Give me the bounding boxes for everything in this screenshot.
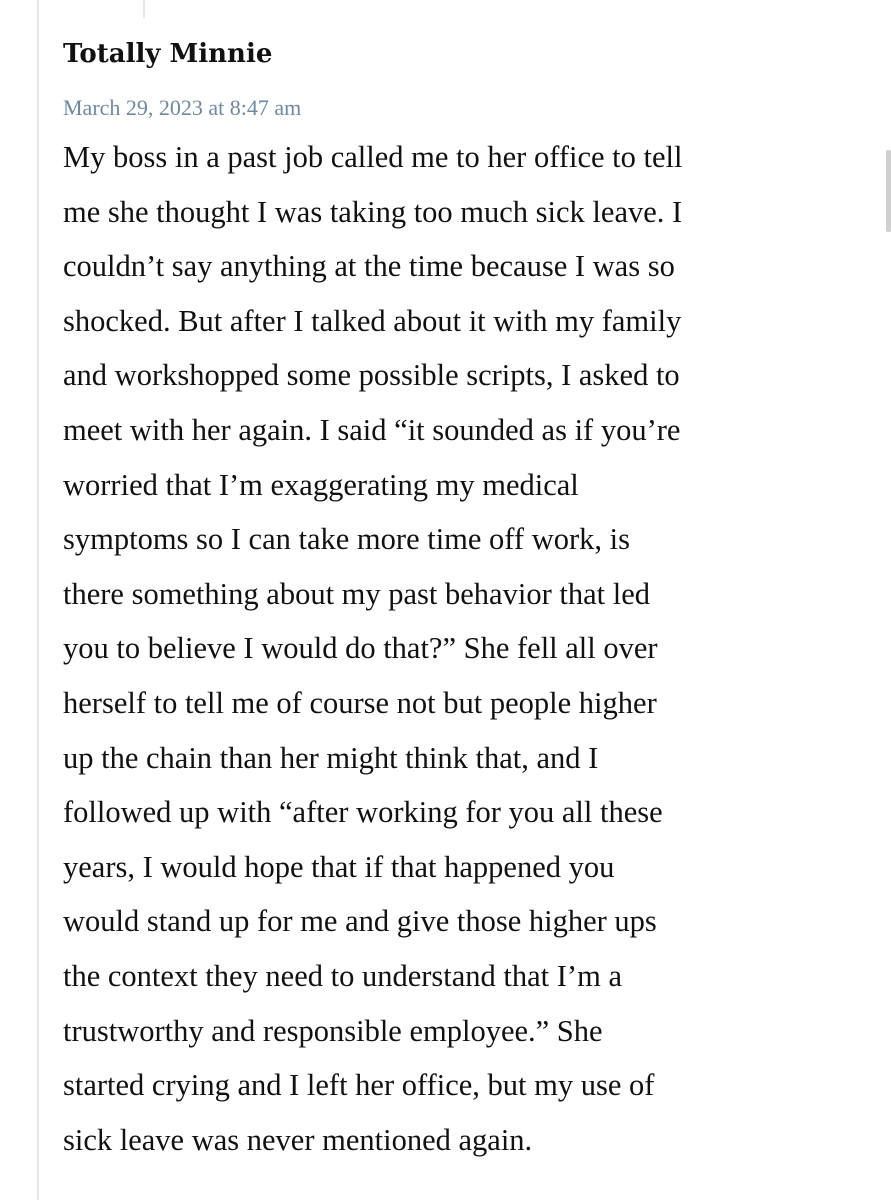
comment-line: trustworthy and responsible employee.” She (63, 1013, 603, 1048)
comment-line: the context they need to understand that I’m a (63, 958, 622, 993)
comment-body (63, 130, 863, 1167)
comment-timestamp-link[interactable]: March 29, 2023 at 8:47 am (63, 95, 302, 120)
comment-line: you to believe I would do that?” She fell all over (63, 631, 658, 666)
comment-line: and workshopped some possible scripts, I asked to (63, 358, 680, 393)
comment-line: My boss in a past job called me to her office to tell (63, 140, 683, 174)
thread-connector (143, 0, 145, 18)
comment-line: years, I would hope that if that happened you (63, 849, 615, 884)
comment-line: would stand up for me and give those higher ups (63, 904, 657, 939)
comment-line: me she thought I was taking too much sick leave. I (63, 194, 683, 229)
comment-line: there something about my past behavior that led (63, 576, 650, 611)
comment-line: sick leave was never mentioned again. (63, 1122, 533, 1157)
scrollbar[interactable] (886, 150, 891, 232)
comment-line: meet with her again. I said “it sounded as if you’re (63, 412, 681, 447)
comment-line: followed up with “after working for you all these (63, 795, 663, 830)
thread-indent-line (37, 0, 39, 1200)
comment-line: symptoms so I can take more time off work, is (63, 522, 630, 557)
comment-line: started crying and I left her office, but my use of (63, 1068, 655, 1103)
comment-line: couldn’t say anything at the time because I was so (63, 249, 675, 284)
comment (63, 36, 863, 1167)
comment-line: shocked. But after I talked about it with my family (63, 303, 682, 338)
comment-line: worried that I’m exaggerating my medical (63, 467, 579, 502)
comment-author: Totally Minnie (63, 39, 273, 69)
comment-line: up the chain than her might think that, and I (63, 740, 599, 775)
comment-line: herself to tell me of course not but people higher (63, 685, 657, 720)
